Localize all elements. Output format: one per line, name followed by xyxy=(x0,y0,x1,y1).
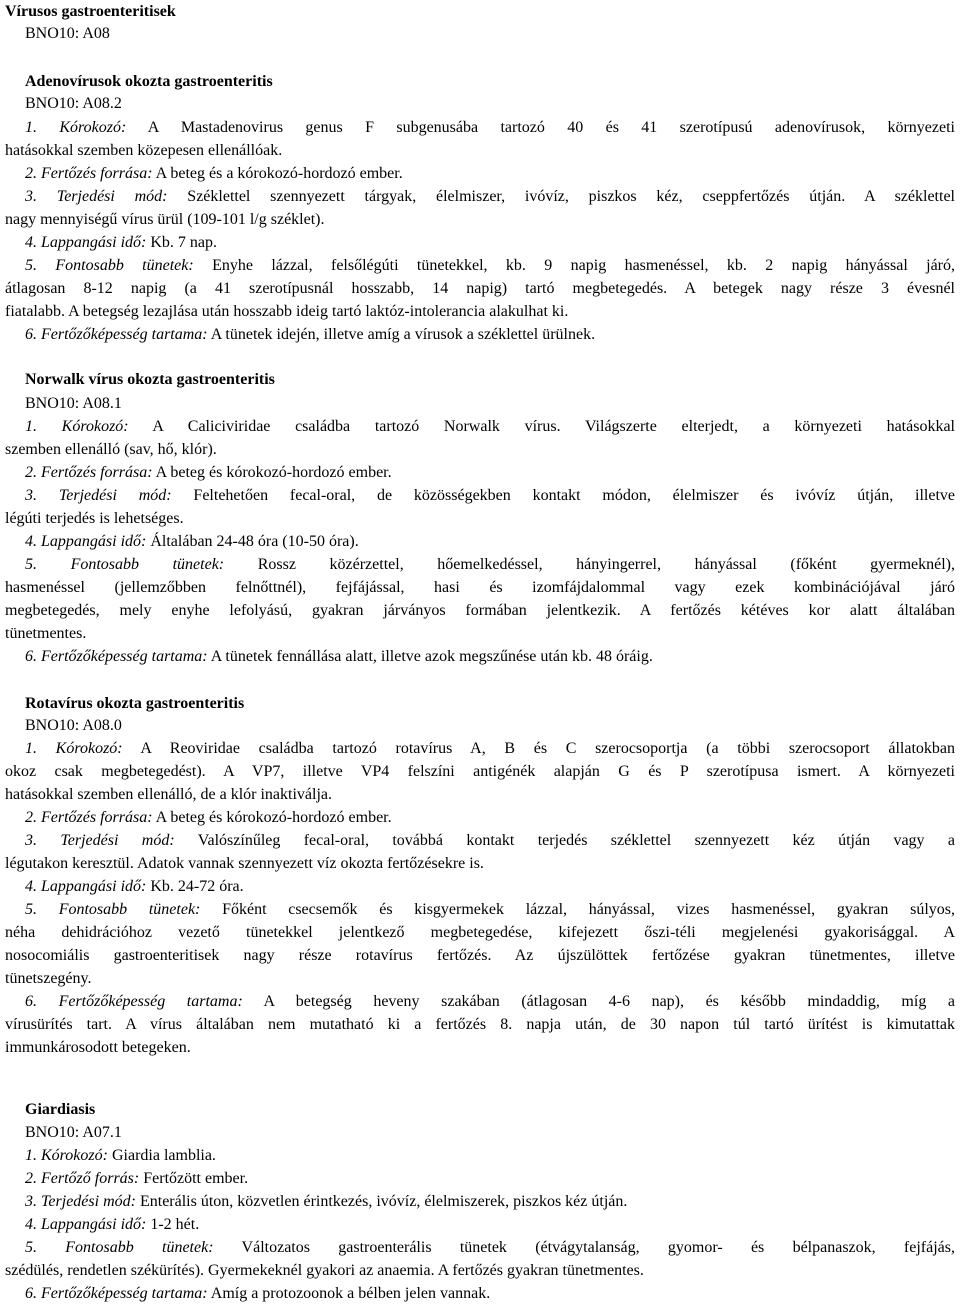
item-text: szemben ellenálló (sav, hő, klór). xyxy=(5,441,217,458)
text-line xyxy=(5,921,955,945)
item-text: Giardia lamblia. xyxy=(107,1147,216,1164)
item-text: Rossz közérzettel, hőemelkedéssel, hányingerrel, hányással (főként gyermeknél), xyxy=(224,556,956,573)
item-text: A tünetek idején, illetve amíg a vírusok a széklettel ürülnek. xyxy=(207,326,596,343)
text-line xyxy=(5,507,955,531)
item-text: Enterális úton, közvetlen érintkezés, ivóvíz, élelmiszerek, piszkos kéz útján. xyxy=(135,1193,628,1210)
text-line xyxy=(5,438,955,462)
section-code: BNO10: A08.0 xyxy=(25,717,122,734)
item-label: 4. Lappangási idő: xyxy=(25,1216,147,1233)
item-text: tünetszegény. xyxy=(5,970,92,987)
text-line xyxy=(25,875,955,899)
item-text: A betegség heveny szakában (átlagosan 4-6 nap), és később mindaddig, míg a xyxy=(242,993,955,1010)
text-line xyxy=(25,323,955,347)
item-text: tünetmentes. xyxy=(5,625,87,642)
section-title: Adenovírusok okozta gastroenteritis xyxy=(25,73,273,90)
item-text: légúti terjedés is lehetséges. xyxy=(5,510,184,527)
text-line xyxy=(5,622,955,646)
item-text: Valószínűleg fecal-oral, továbbá kontakt terjedés széklettel szennyezett kéz útján vagy a xyxy=(174,832,956,849)
text-line xyxy=(25,990,955,1014)
item-label: 6. Fertőzőképesség tartama: xyxy=(25,648,208,665)
item-label: 6. Fertőzőképesség tartama: xyxy=(25,1285,208,1302)
text-line xyxy=(5,967,955,991)
text-line xyxy=(25,530,955,554)
section-code: BNO10: A07.1 xyxy=(25,1124,122,1141)
text-line xyxy=(25,1190,955,1214)
item-label: 6. Fertőzőképesség tartama: xyxy=(25,326,208,343)
item-text: A beteg és kórokozó-hordozó ember. xyxy=(152,809,392,826)
item-text: Kb. 24-72 óra. xyxy=(146,878,244,895)
item-text: hasmenéssel (jellemzőbben felnőttnél), fejfájással, hasi és izomfájdalommal vagy ezek kombinációjával járó xyxy=(5,579,955,596)
text-line xyxy=(25,415,955,439)
text-line xyxy=(25,806,955,830)
text-line xyxy=(25,185,955,209)
item-label: 1. Kórokozó: xyxy=(25,1147,108,1164)
item-label: 3. Terjedési mód: xyxy=(25,188,168,205)
item-text: okoz csak megbetegedést). A VP7, illetve VP4 felszíni antigénék alapján G és P szerotípusa ismert. A környezeti xyxy=(5,763,955,780)
text-line xyxy=(5,208,955,232)
item-text: Feltehetően fecal-oral, de közösségekben kontakt módon, élelmiszer és ivóvíz útján, illetve xyxy=(171,487,955,504)
section-title: Rotavírus okozta gastroenteritis xyxy=(25,695,245,712)
item-text: Általában 24-48 óra (10-50 óra). xyxy=(146,533,359,550)
item-label: 5. Fontosabb tünetek: xyxy=(25,901,201,918)
item-label: 2. Fertőzés forrása: xyxy=(25,809,153,826)
text-line xyxy=(25,829,955,853)
section-code: BNO10: A08.1 xyxy=(25,395,122,412)
item-label: 4. Lappangási idő: xyxy=(25,533,147,550)
item-text: 1-2 hét. xyxy=(146,1216,200,1233)
text-line xyxy=(25,162,955,186)
item-text: Kb. 7 nap. xyxy=(146,234,217,251)
text-line xyxy=(5,760,955,784)
item-text: vírusürítés tart. A vírus általában nem mutatható ki a fertőzés 8. napja után, de 30 napon túl tartó ürítést is kimutattak xyxy=(5,1016,955,1033)
document-title: Vírusos gastroenteritisek xyxy=(5,3,176,20)
item-label: 5. Fontosabb tünetek: xyxy=(25,1239,214,1256)
text-line xyxy=(25,461,955,485)
text-line xyxy=(25,553,955,577)
item-text: hatásokkal szemben ellenálló, de a klór inaktiválja. xyxy=(5,786,332,803)
item-label: 5. Fontosabb tünetek: xyxy=(25,257,194,274)
text-line xyxy=(5,300,955,324)
item-label: 3. Terjedési mód: xyxy=(25,487,172,504)
item-text: légutakon keresztül. Adatok vannak szennyezett víz okozta fertőzésekre is. xyxy=(5,855,484,872)
item-text: nagy mennyiségű vírus ürül (109-101 l/g széklet). xyxy=(5,211,325,228)
text-line xyxy=(25,1167,955,1191)
text-line xyxy=(25,645,955,669)
item-text: szédülés, rendetlen székürítés). Gyermekeknél gyakori az anaemia. A fertőzés gyakran tünetmentes. xyxy=(5,1262,644,1279)
item-label: 2. Fertőzés forrása: xyxy=(25,464,153,481)
item-text: nosocomiális gastroenteritisek nagy része rotavírus fertőzés. Az újszülöttek fertőzése gyakran tünetmentes, illetve xyxy=(5,947,955,964)
text-line xyxy=(5,1036,955,1060)
item-label: 5. Fontosabb tünetek: xyxy=(25,556,225,573)
item-text: A Reoviridae családba tartozó rotavírus A, B és C szerocsoportja (a többi szerocsoport állatokban xyxy=(122,740,955,757)
item-text: Főként csecsemők és kisgyermekek lázzal, hányással, vizes hasmenéssel, gyakran súlyos, xyxy=(200,901,956,918)
text-line xyxy=(5,944,955,968)
item-label: 3. Terjedési mód: xyxy=(25,832,175,849)
text-line xyxy=(5,783,955,807)
text-line xyxy=(25,254,955,278)
section-title: Giardiasis xyxy=(25,1101,96,1118)
item-text: átlagosan 8-12 napig (a 41 szerotípusnál hosszabb, 14 napig) tartó megbetegedés. A betegek nagy része 3 évesnél xyxy=(5,280,955,297)
text-line xyxy=(25,898,955,922)
text-line xyxy=(5,599,955,623)
item-text: Amíg a protozoonok a bélben jelen vannak. xyxy=(207,1285,491,1302)
item-text: néha dehidrációhoz vezető tünetekkel jelentkező megbetegedése, kifejezett őszi-téli megjelenési gyakorisággal. A xyxy=(5,924,955,941)
item-label: 2. Fertőzés forrása: xyxy=(25,165,153,182)
section-title: Norwalk vírus okozta gastroenteritis xyxy=(25,371,275,388)
item-text: A Mastadenovirus genus F subgenusába tartozó 40 és 41 szerotípusú adenovírusok, környezeti xyxy=(126,119,955,136)
text-line xyxy=(5,1013,955,1037)
text-line xyxy=(25,737,955,761)
item-text: hatásokkal szemben közepesen ellenállóak. xyxy=(5,142,283,159)
item-label: 3. Terjedési mód: xyxy=(25,1193,136,1210)
item-text: immunkárosodott betegeken. xyxy=(5,1039,191,1056)
text-line xyxy=(5,277,955,301)
item-label: 1. Kórokozó: xyxy=(25,418,129,435)
item-label: 4. Lappangási idő: xyxy=(25,234,147,251)
text-line xyxy=(25,116,955,140)
item-label: 4. Lappangási idő: xyxy=(25,878,147,895)
item-label: 1. Kórokozó: xyxy=(25,119,127,136)
document-code: BNO10: A08 xyxy=(25,25,110,42)
item-text: Széklettel szennyezett tárgyak, élelmiszer, ivóvíz, piszkos kéz, cseppfertőzés útján. A széklettel xyxy=(167,188,955,205)
item-text: Fertőzött ember. xyxy=(139,1170,249,1187)
item-text: fiatalabb. A betegség lezajlása után hosszabb ideig tartó laktóz-intolerancia alakulhat ki. xyxy=(5,303,569,320)
text-line xyxy=(5,1259,955,1283)
item-label: 2. Fertőző forrás: xyxy=(25,1170,140,1187)
text-line xyxy=(25,484,955,508)
text-line xyxy=(5,576,955,600)
item-label: 1. Kórokozó: xyxy=(25,740,123,757)
item-label: 6. Fertőzőképesség tartama: xyxy=(25,993,243,1010)
item-text: Változatos gastroenterális tünetek (étvágytalanság, gyomor- és bélpanaszok, fejfájás, xyxy=(213,1239,956,1256)
item-text: A beteg és a kórokozó-hordozó ember. xyxy=(152,165,403,182)
item-text: megbetegedés, mely enyhe lefolyású, gyakran járványos formában jelentkezik. A fertőzés kétéves kor alatt általában xyxy=(5,602,955,619)
item-text: A tünetek fennállása alatt, illetve azok megszűnése után kb. 48 óráig. xyxy=(207,648,653,665)
item-text: Enyhe lázzal, felsőlégúti tünetekkel, kb. 9 napig hasmenéssel, kb. 2 napig hányással járó, xyxy=(193,257,956,274)
item-text: A Caliciviridae családba tartozó Norwalk vírus. Világszerte elterjedt, a környezeti hatásokkal xyxy=(128,418,955,435)
text-line xyxy=(25,1282,955,1306)
item-text: A beteg és kórokozó-hordozó ember. xyxy=(152,464,392,481)
section-code: BNO10: A08.2 xyxy=(25,95,122,112)
text-line xyxy=(5,852,955,876)
text-line xyxy=(25,1213,955,1237)
text-line xyxy=(5,139,955,163)
text-line xyxy=(25,1144,955,1168)
text-line xyxy=(25,1236,955,1260)
text-line xyxy=(25,231,955,255)
